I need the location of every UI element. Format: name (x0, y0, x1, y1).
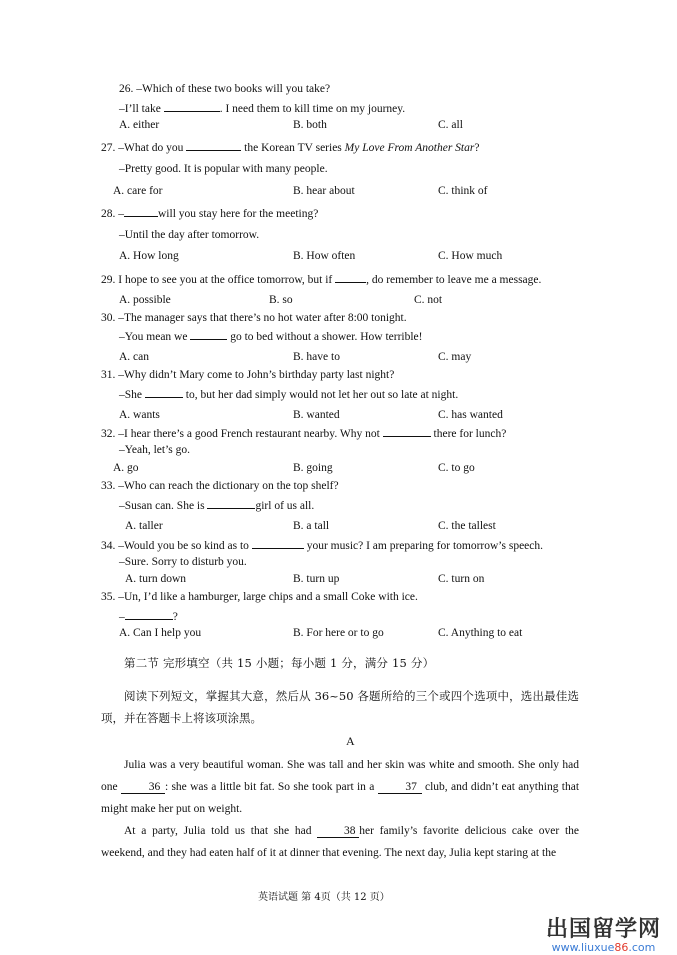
passage-label: A (346, 734, 355, 748)
q35-stem: 35. –Un, I’d like a hamburger, large chips and a small Coke with ice. (101, 591, 418, 603)
q35-reply: – ? (119, 608, 178, 624)
answer-blank (145, 386, 183, 398)
q28-option-b: B. How often (293, 250, 356, 262)
q30-stem: 30. –The manager says that there’s no hot water after 8:00 tonight. (101, 312, 407, 324)
q28-stem: 28. – will you stay here for the meeting? (101, 205, 318, 221)
q30-reply: –You mean we go to bed without a shower. How terrible! (119, 328, 422, 344)
answer-blank (125, 608, 173, 620)
q27-option-a: A. care for (113, 185, 163, 197)
q28-option-c: C. How much (438, 250, 503, 262)
answer-blank (124, 205, 158, 217)
watermark-title: 出国留学网 (545, 917, 661, 942)
q35-option-b: B. For here or to go (293, 627, 384, 639)
answer-blank (190, 328, 227, 340)
q33-reply: –Susan can. She is girl of us all. (119, 497, 314, 513)
q33-option-a: A. taller (125, 520, 163, 532)
q32-reply: –Yeah, let’s go. (119, 444, 191, 456)
q31-option-a: A. wants (119, 409, 160, 421)
q34-option-c: C. turn on (438, 573, 485, 585)
q31-option-c: C. has wanted (438, 409, 503, 421)
blank-38: 38 (317, 825, 359, 838)
watermark-url: www.liuxue86.com (551, 941, 656, 954)
q34-reply: –Sure. Sorry to disturb you. (119, 556, 247, 568)
answer-blank (335, 271, 366, 283)
answer-blank (164, 100, 220, 112)
answer-blank (252, 537, 304, 549)
blank-36: 36 (121, 781, 165, 794)
q29-option-b: B. so (269, 294, 293, 306)
q30-option-a: A. can (119, 351, 150, 363)
q27-option-b: B. hear about (293, 185, 355, 197)
q27-option-c: C. think of (438, 185, 488, 197)
q33-option-c: C. the tallest (438, 520, 496, 532)
q29-option-a: A. possible (119, 294, 171, 306)
q27-reply: –Pretty good. It is popular with many people. (119, 163, 328, 175)
q32-option-c: C. to go (438, 462, 475, 474)
passage-body (101, 754, 579, 864)
q29-stem: 29. I hope to see you at the office tomorrow, but if , do remember to leave me a message. (101, 271, 541, 287)
q30-option-b: B. have to (293, 351, 340, 363)
answer-blank (207, 497, 255, 509)
q26-option-c: C. all (438, 119, 463, 131)
section-instruction: 阅读下列短文，掌握其大意，然后从 36~50 各题所给的三个或四个选项中，选出最佳选项，并在答题卡上将该项涂黑。 (101, 689, 579, 725)
answer-blank (186, 139, 241, 151)
blank-37: 37 (378, 781, 422, 794)
q35-option-c: C. Anything to eat (438, 627, 523, 639)
q26-reply: –I’ll take . I need them to kill time on my journey. (119, 100, 405, 116)
q34-option-a: A. turn down (125, 573, 187, 585)
page-footer: 英语试题 第 4页（共 12 页） (258, 892, 390, 903)
q32-option-b: B. going (293, 462, 333, 474)
q28-option-a: A. How long (119, 250, 179, 262)
q30-option-c: C. may (438, 351, 472, 363)
q26-stem: 26. –Which of these two books will you take? (119, 83, 331, 95)
q32-option-a: A. go (113, 462, 139, 474)
q26-option-a: A. either (119, 119, 160, 131)
q29-option-c: C. not (414, 294, 443, 306)
passage-paragraph: Julia was a very beautiful woman. She was tall and her skin was white and smooth. She only had one 36 : she was a little bit fat. So she took part in a 37 club, and didn’t eat anything that might make her put on weight. (101, 759, 580, 815)
q26-option-b: B. both (293, 119, 327, 131)
q34-stem: 34. –Would you be so kind as to your music? I am preparing for tomorrow’s speech. (101, 537, 543, 553)
answer-blank (383, 425, 431, 437)
q31-reply: –She to, but her dad simply would not let her out so late at night. (119, 386, 458, 402)
q31-option-b: B. wanted (293, 409, 340, 421)
q31-stem: 31. –Why didn’t Mary come to John’s birthday party last night? (101, 369, 395, 381)
q33-option-b: B. a tall (293, 520, 330, 532)
q33-stem: 33. –Who can reach the dictionary on the top shelf? (101, 480, 339, 492)
q28-reply: –Until the day after tomorrow. (119, 229, 260, 241)
q32-stem: 32. –I hear there’s a good French restaurant nearby. Why not there for lunch? (101, 425, 506, 441)
passage-paragraph: At a party, Julia told us that she had 38 her family’s favorite delicious cake over the weekend, and they had eaten half of it at dinner that evening. The next day, Julia kept staring at the (101, 825, 579, 859)
site-watermark (546, 918, 661, 954)
q35-option-a: A. Can I help you (119, 627, 202, 639)
q27-stem: 27. –What do you the Korean TV series My Love From Another Star? (101, 139, 479, 155)
section-heading: 第二节 完形填空（共 15 小题；每小题 1 分，满分 15 分） (124, 656, 435, 670)
q34-option-b: B. turn up (293, 573, 340, 585)
